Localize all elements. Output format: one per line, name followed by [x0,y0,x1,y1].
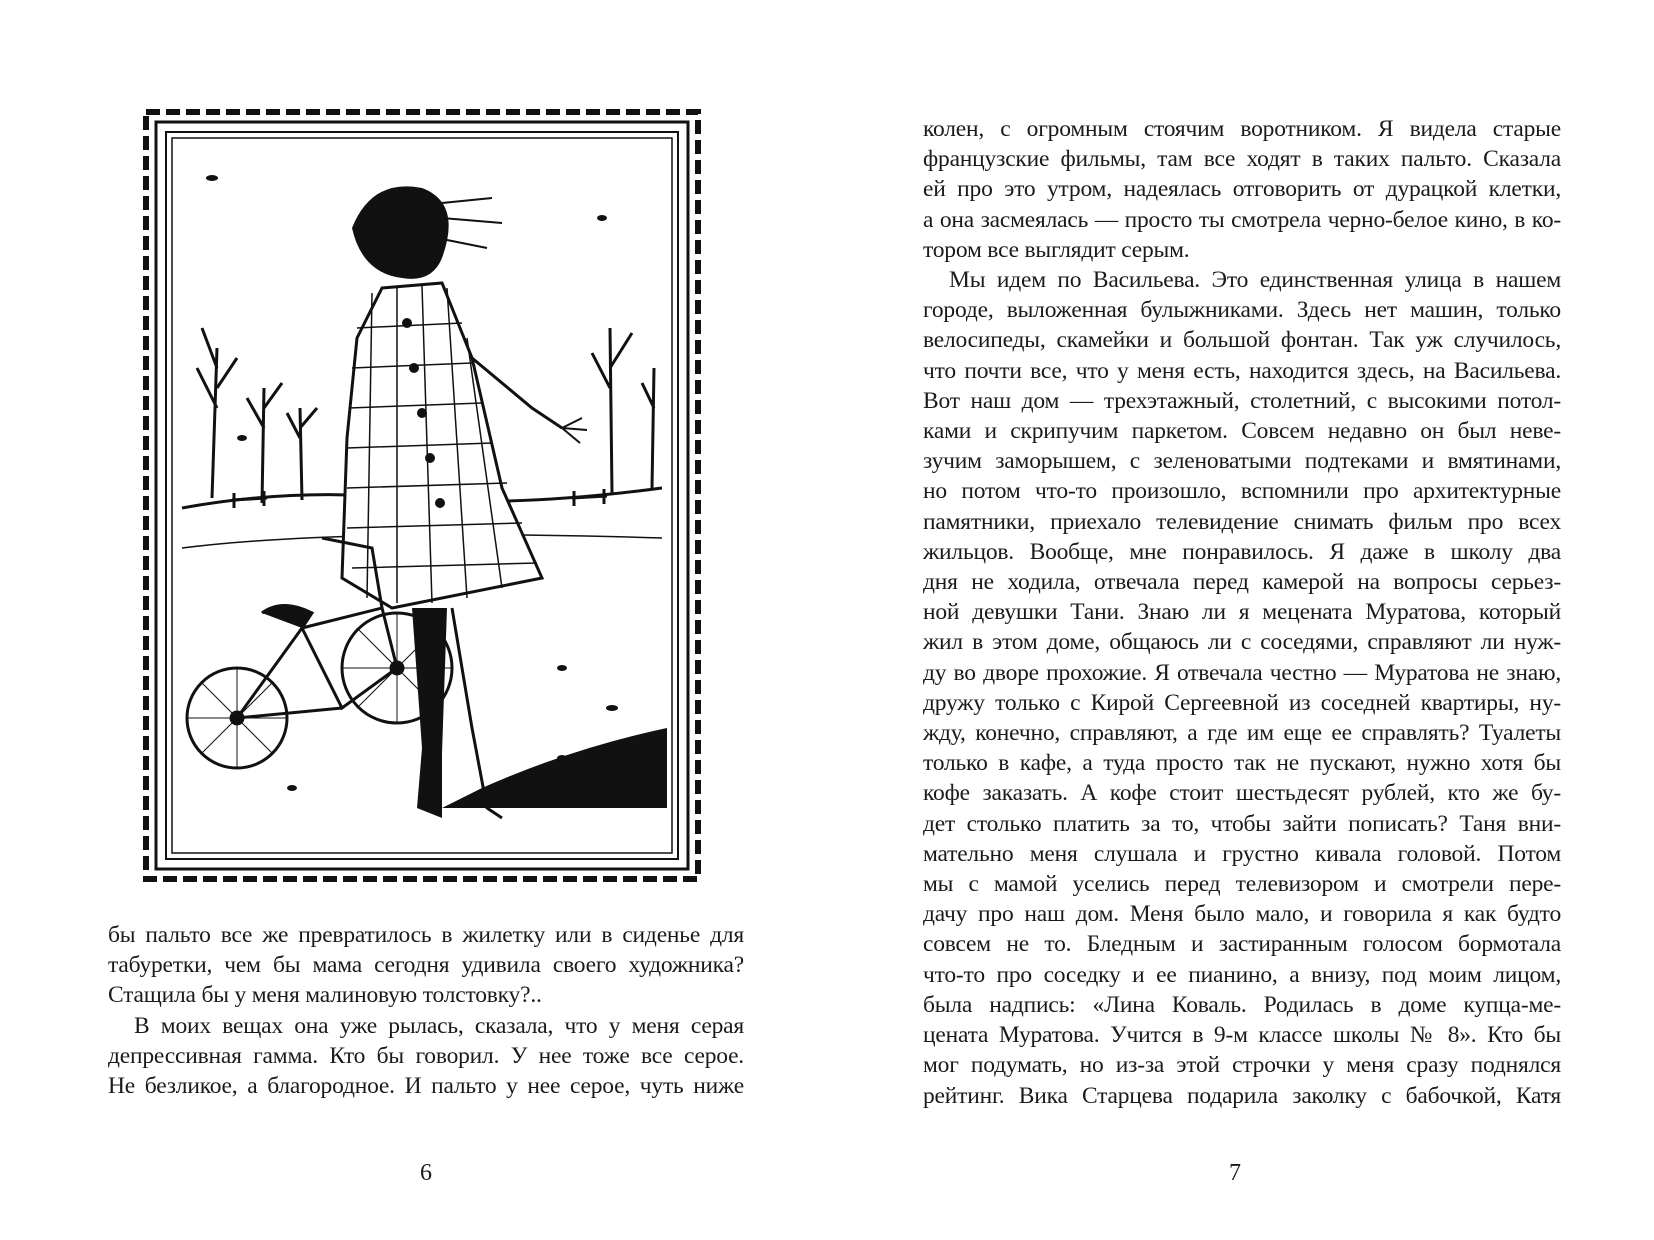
illustration-girl-with-bicycle [142,108,702,883]
text-line: мательно меня слушала и грустно кивала головой. Потом [923,840,1561,867]
text-line: французские фильмы, там все ходят в таких пальто. Сказала [923,146,1561,173]
right-page-text [923,114,1561,1111]
text-line: бы пальто все же превратилось в жилетку или в сиденье для [108,922,744,948]
text-line: жильцов. Вообще, мне понравилось. Я даже в школу два [923,538,1561,565]
right-page [827,0,1654,1240]
text-line: а она засмеялась — просто ты смотрела черно-белое кино, в ко- [923,206,1561,233]
text-line: Мы идем по Васильева. Это единственная улица в нашем [949,267,1561,294]
text-line: дет столько платить за то, чтобы зайти пописать? Таня вни- [923,810,1561,837]
ink-drawing [142,108,702,883]
text-line: тором все выглядит серым. [923,236,1190,263]
girl-hand [562,418,587,443]
text-line: жду, конечно, справляют, а где им еще ее справлять? Туалеты [923,720,1561,747]
paragraph [108,1011,744,1102]
text-line: жил в этом доме, общаюсь ли с соседями, справляют ли нуж- [923,629,1561,656]
text-line: Вот наш дом — трехэтажный, столетний, с высокими потол- [923,387,1561,414]
text-line: была надпись: «Лина Коваль. Родилась в доме купца-ме- [923,991,1561,1018]
text-line: дачу про наш дом. Меня было мало, и говорила я как будто [923,901,1561,928]
text-line: дружу только с Кирой Сергеевной из соседней квартиры, ну- [923,689,1561,716]
text-line: Стащила бы у меня малиновую толстовку?.. [108,982,542,1009]
text-line: что-то про соседку и ее пианино, а внизу, под моим лицом, [923,961,1561,988]
text-line: дня не ходила, отвечала перед камерой на вопросы серьез- [923,569,1561,596]
paragraph [923,235,1561,265]
text-line: табуретки, чем бы мама сегодня удивила своего художника? [108,952,744,979]
trees-right [592,328,654,493]
text-line: цената Муратова. Учится в 9-м классе школы № 8». Кто бы [923,1022,1561,1049]
text-line: велосипеды, скамейки и большой фонтан. Так уж случилось, [923,327,1561,354]
text-line: но потом что-то произошло, вспомнили про архитектурные [923,478,1561,505]
page-number-right: 7 [1229,1160,1241,1186]
text-line: ду во дворе прохожие. Я отвечала честно — Муратова не знаю, [923,659,1561,686]
paragraph [923,114,1561,235]
text-line: зучим заморышем, с зеленоватыми подтеками и вмятинами, [923,448,1561,475]
text-line: Не безликое, а благородное. И пальто у нее серое, чуть ниже [108,1073,744,1100]
text-line: В моих вещах она уже рылась, сказала, что у меня серая [134,1012,744,1039]
text-line: что почти все, что у меня есть, находится здесь, на Васильева. [923,357,1561,384]
text-line: ей про это утром, надеялась отговорить от дурацкой клетки, [923,176,1561,203]
paragraph [108,920,744,980]
text-line: кофе заказать. А кофе стоит шестьдесят рублей, кто же бу- [923,780,1561,807]
text-line: рейтинг. Вика Старцева подарила заколку с бабочкой, Катя [923,1082,1561,1109]
girl-hair [352,186,449,278]
text-line: мог подумать, но из-за этой строчки у меня сразу поднялся [923,1052,1561,1079]
left-page-text [108,920,744,1101]
text-line: мы с мамой уселись перед телевизором и смотрели пере- [923,871,1561,898]
text-line: ками и скрипучим паркетом. Совсем недавно он был неве- [923,418,1561,445]
text-line: городе, выложенная булыжниками. Здесь нет машин, только [923,297,1561,324]
paragraph [923,265,1561,1111]
text-line: совсем не то. Бледным и застиранным голосом бормотала [923,931,1561,958]
text-line: только в кафе, а туда просто так не пускают, нужно хотя бы [923,750,1561,777]
text-line: ной девушки Тани. Знаю ли я мецената Муратова, который [923,599,1561,626]
paragraph [108,980,744,1010]
trees-left [197,328,317,503]
text-line: памятники, приехало телевидение снимать фильм про всех [923,508,1561,535]
text-line: колен, с огромным стоячим воротником. Я видела старые [923,116,1561,142]
page-number-left: 6 [420,1160,432,1186]
text-line: депрессивная гамма. Кто бы говорил. У нее тоже все серое. [108,1042,744,1069]
